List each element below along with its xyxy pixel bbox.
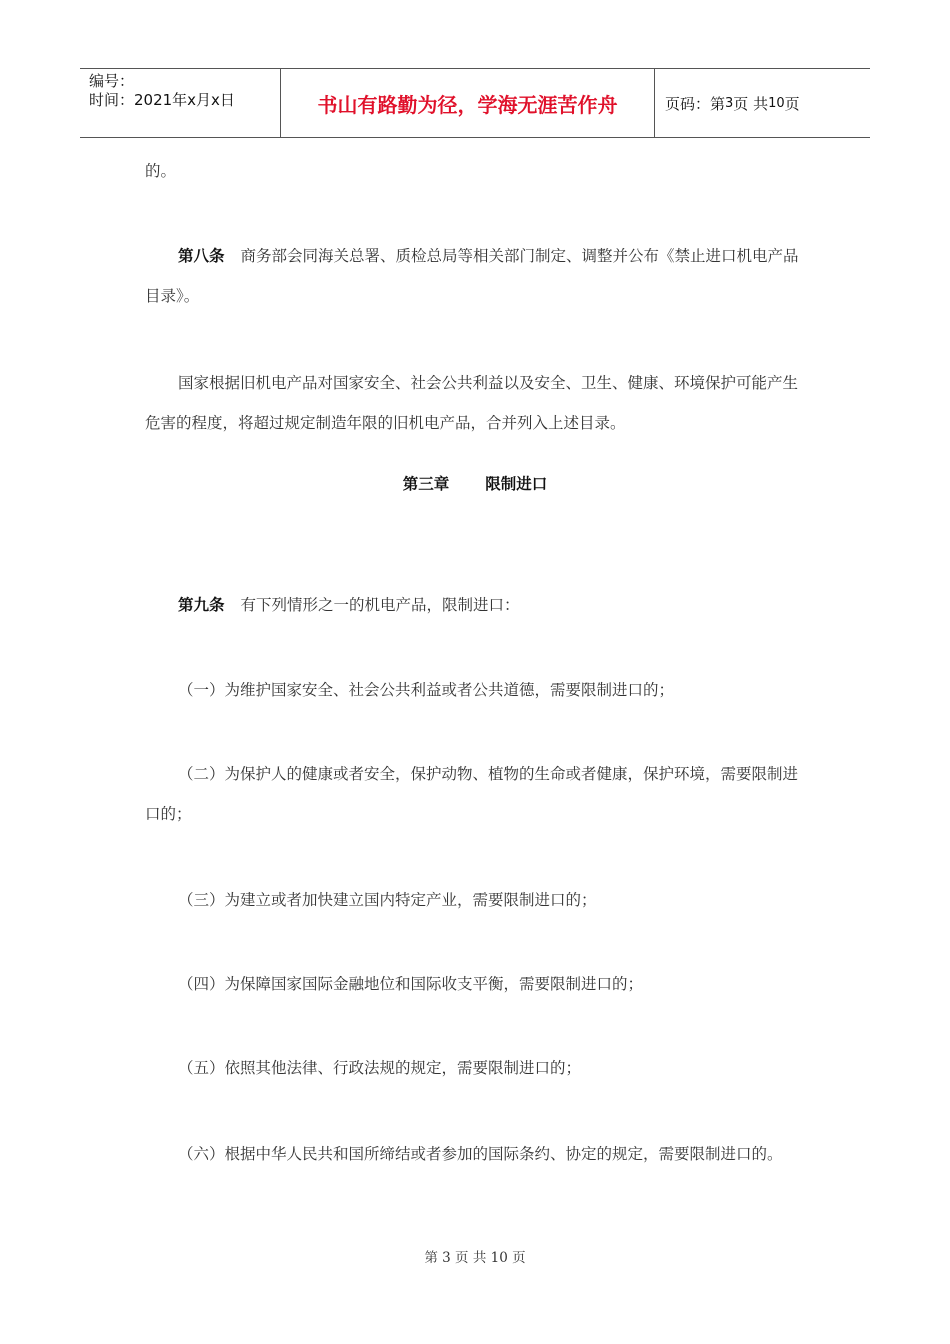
list-item-3: （三）为建立或者加快建立国内特定产业，需要限制进口的； — [178, 891, 597, 909]
code-label: 编号： — [89, 72, 135, 90]
article-8-text: 商务部会同海关总署、质检总局等相关部门制定、调整并公布《禁止进口机电产品目录》。 — [145, 247, 799, 305]
page-prefix: 页码：第 — [665, 94, 726, 113]
article-9-text: 有下列情形之一的机电产品，限制进口： — [240, 596, 520, 614]
page-total: 10 — [768, 95, 785, 111]
time-label: 时间：2021年x月x日 — [89, 91, 235, 109]
list-item-6: （六）根据中华人民共和国所缔结或者参加的国际条约、协定的规定，需要限制进口的。 — [178, 1145, 783, 1163]
article-8-label: 第八条 — [178, 246, 225, 265]
page-current: 3 — [725, 95, 734, 111]
page-footer: 第 3 页 共 10 页 — [424, 1250, 526, 1266]
chapter-title: 限制进口 — [485, 474, 548, 493]
page-mid: 页 共 — [733, 94, 769, 113]
chapter-number: 第三章 — [402, 474, 450, 493]
page-header — [80, 68, 870, 138]
list-item-1: （一）为维护国家安全、社会公共利益或者公共道德，需要限制进口的； — [178, 681, 675, 699]
page-suffix: 页 — [784, 94, 800, 113]
article-9-label: 第九条 — [178, 595, 225, 614]
paragraph-national: 国家根据旧机电产品对国家安全、社会公共利益以及安全、卫生、健康、环境保护可能产生危害的程度，将超过规定制造年限的旧机电产品，合并列入上述目录。 — [145, 374, 799, 432]
header-motto: 书山有路勤为径，学海无涯苦作舟 — [281, 69, 655, 137]
article-8 — [145, 236, 800, 316]
paragraph-continuation: 的。 — [145, 162, 177, 180]
chapter-heading — [0, 472, 950, 494]
article-9 — [145, 585, 800, 625]
header-meta — [80, 69, 281, 137]
list-item-2: （二）为保护人的健康或者安全，保护动物、植物的生命或者健康，保护环境，需要限制进口的； — [145, 765, 799, 823]
header-page-info — [655, 69, 870, 137]
list-item-5: （五）依照其他法律、行政法规的规定，需要限制进口的； — [178, 1059, 582, 1077]
list-item-4: （四）为保障国家国际金融地位和国际收支平衡，需要限制进口的； — [178, 975, 644, 993]
